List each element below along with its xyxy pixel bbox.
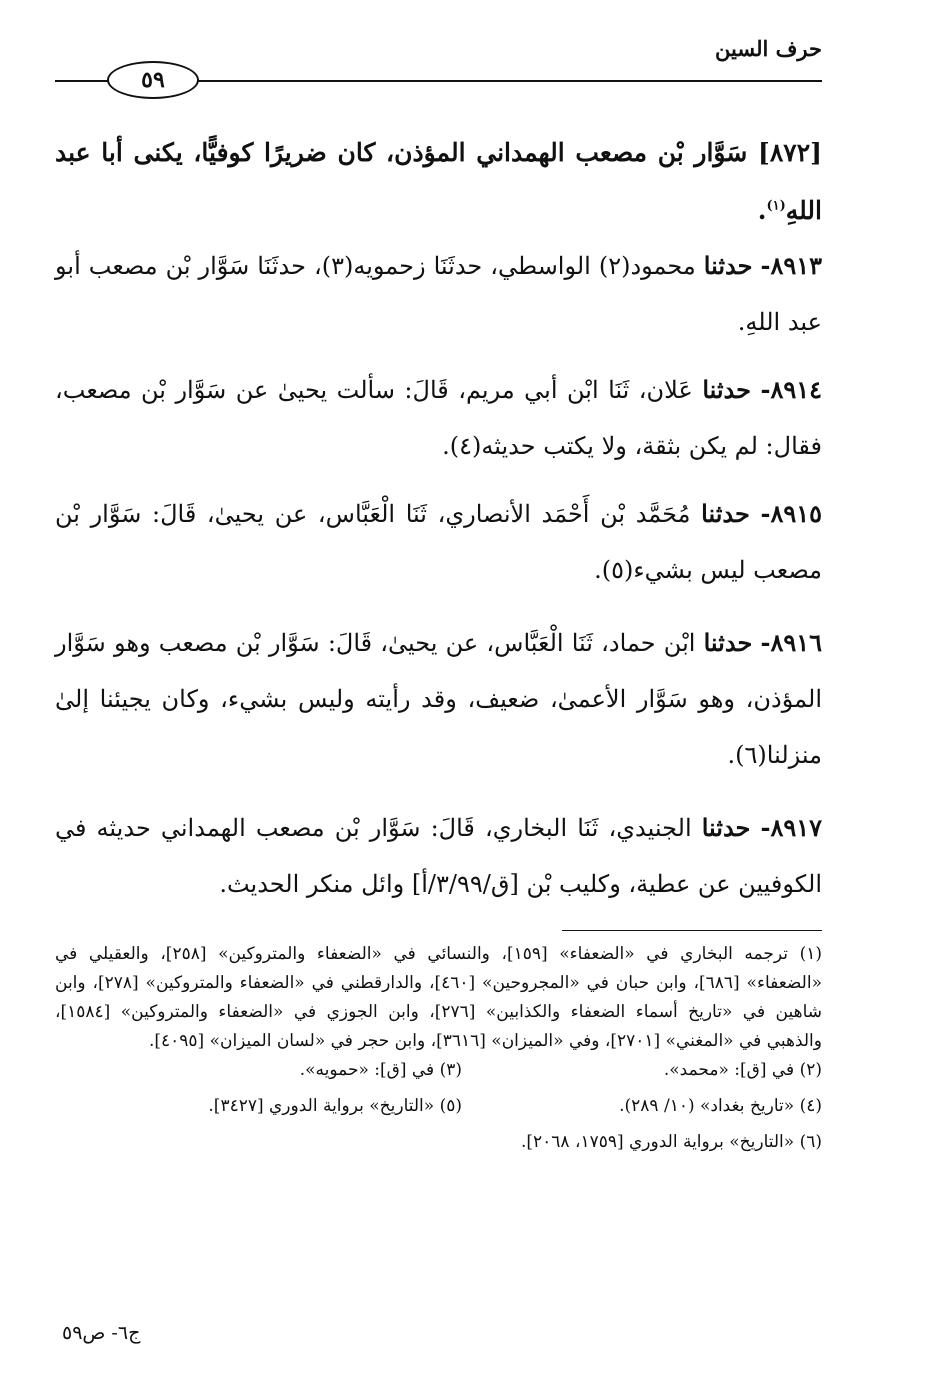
hadith-8916: [55, 615, 822, 783]
haddathana-keyword: حدثنا: [703, 251, 753, 280]
hadith-text: محمود(٢) الواسطي، حدثَنَا زحمويه(٣)، حدثَنَا سَوَّار بْن مصعب أبو عبد اللهِ.: [55, 252, 822, 336]
haddathana-keyword: حدثنا: [703, 628, 753, 657]
hadith-text: مُحَمَّد بْن أَحْمَد الأنصاري، ثَنَا الْعَبَّاس، عن يحيىٰ، قَالَ: سَوَّار بْن مصعب ليس بشيء(٥).: [55, 500, 822, 584]
footnote-4: (٤) «تاريخ بغداد» (١٠/ ٢٨٩).: [619, 1096, 822, 1116]
footnote-3: (٣) في [ق]: «حمويه».: [299, 1060, 462, 1080]
hadith-8915: [55, 486, 822, 598]
footnote-row-2-3: [55, 1056, 822, 1092]
haddathana-keyword: حدثنا: [701, 499, 750, 528]
entry-number: [٨٧٢]: [758, 138, 822, 167]
haddathana-keyword: حدثنا: [702, 375, 751, 404]
hadith-number: ٨٩١٣-: [760, 251, 823, 280]
footnote-row-6: [55, 1128, 822, 1164]
hadith-text: ابْن حماد، ثَنَا الْعَبَّاس، عن يحيىٰ، قَالَ: سَوَّار بْن مصعب وهو سَوَّار المؤذن، وهو سَوَّار الأعمىٰ، ضعيف، وقد رأيته وليس بشيء، وكان يجيئنا إلىٰ منزلنا(٦).: [55, 629, 822, 769]
hadith-number: ٨٩١٤-: [760, 375, 822, 404]
entry-title: [55, 124, 822, 240]
hadith-text: الجنيدي، ثَنَا البخاري، قَالَ: سَوَّار بْن مصعب الهمداني حديثه في الكوفيين عن عطية، وكليب بْن [ق/٣/٩٩/أ] وائل منكر الحديث.: [55, 814, 822, 898]
hadith-number: ٨٩١٥-: [760, 499, 822, 528]
hadith-8913: [55, 238, 822, 350]
footnotes: [55, 940, 822, 1164]
footnote-5: (٥) «التاريخ» برواية الدوري [٣٤٢٧].: [208, 1096, 462, 1116]
entry-end: .: [757, 196, 767, 225]
footnote-separator: [562, 930, 822, 931]
footnote-mark: (١): [766, 198, 786, 214]
volume-page-reference: ج٦- ص٥٩: [62, 1322, 141, 1344]
footnote-1: (١) ترجمه البخاري في «الضعفاء» [١٥٩]، والنسائي في «الضعفاء والمتروكين» [٢٥٨]، والعقيلي في «الضعفاء» [٦٨٦]، وابن حبان في «المجروحين» [٤٦٠]، والدارقطني في «الضعفاء والمتروكين» [٢٧٨]، وابن شاهين في «تاريخ أسماء الضعفاء والكذابين» [٢٧٦]، وابن الجوزي في «الضعفاء والمتروكين» [١٥٨٤]، والذهبي في «المغني» [٢٧٠١]، وفي «الميزان» [٣٦١٦]، وابن حجر في «لسان الميزان» [٤٠٩٥].: [55, 944, 822, 1051]
footnote-row-4-5: [55, 1092, 822, 1128]
haddathana-keyword: حدثنا: [701, 813, 751, 842]
footnote-6: (٦) «التاريخ» برواية الدوري [١٧٥٩، ٢٠٦٨].: [520, 1132, 822, 1152]
hadith-8917: [55, 800, 822, 912]
hadith-number: ٨٩١٦-: [760, 628, 822, 657]
page-number-badge: ٥٩: [107, 61, 199, 99]
footnote-2: (٢) في [ق]: «محمد».: [663, 1060, 822, 1080]
running-head: حرف السين: [715, 36, 822, 61]
hadith-number: ٨٩١٧-: [760, 813, 822, 842]
entry-title-text: سَوَّار بْن مصعب الهمداني المؤذن، كان ضريرًا كوفيًّا، يكنى أبا عبد اللهِ: [55, 138, 822, 225]
hadith-text: عَلان، ثَنَا ابْن أبي مريم، قَالَ: سألت يحيىٰ عن سَوَّار بْن مصعب، فقال: لم يكن بثقة، ولا يكتب حديثه(٤).: [55, 376, 822, 460]
hadith-8914: [55, 362, 822, 474]
